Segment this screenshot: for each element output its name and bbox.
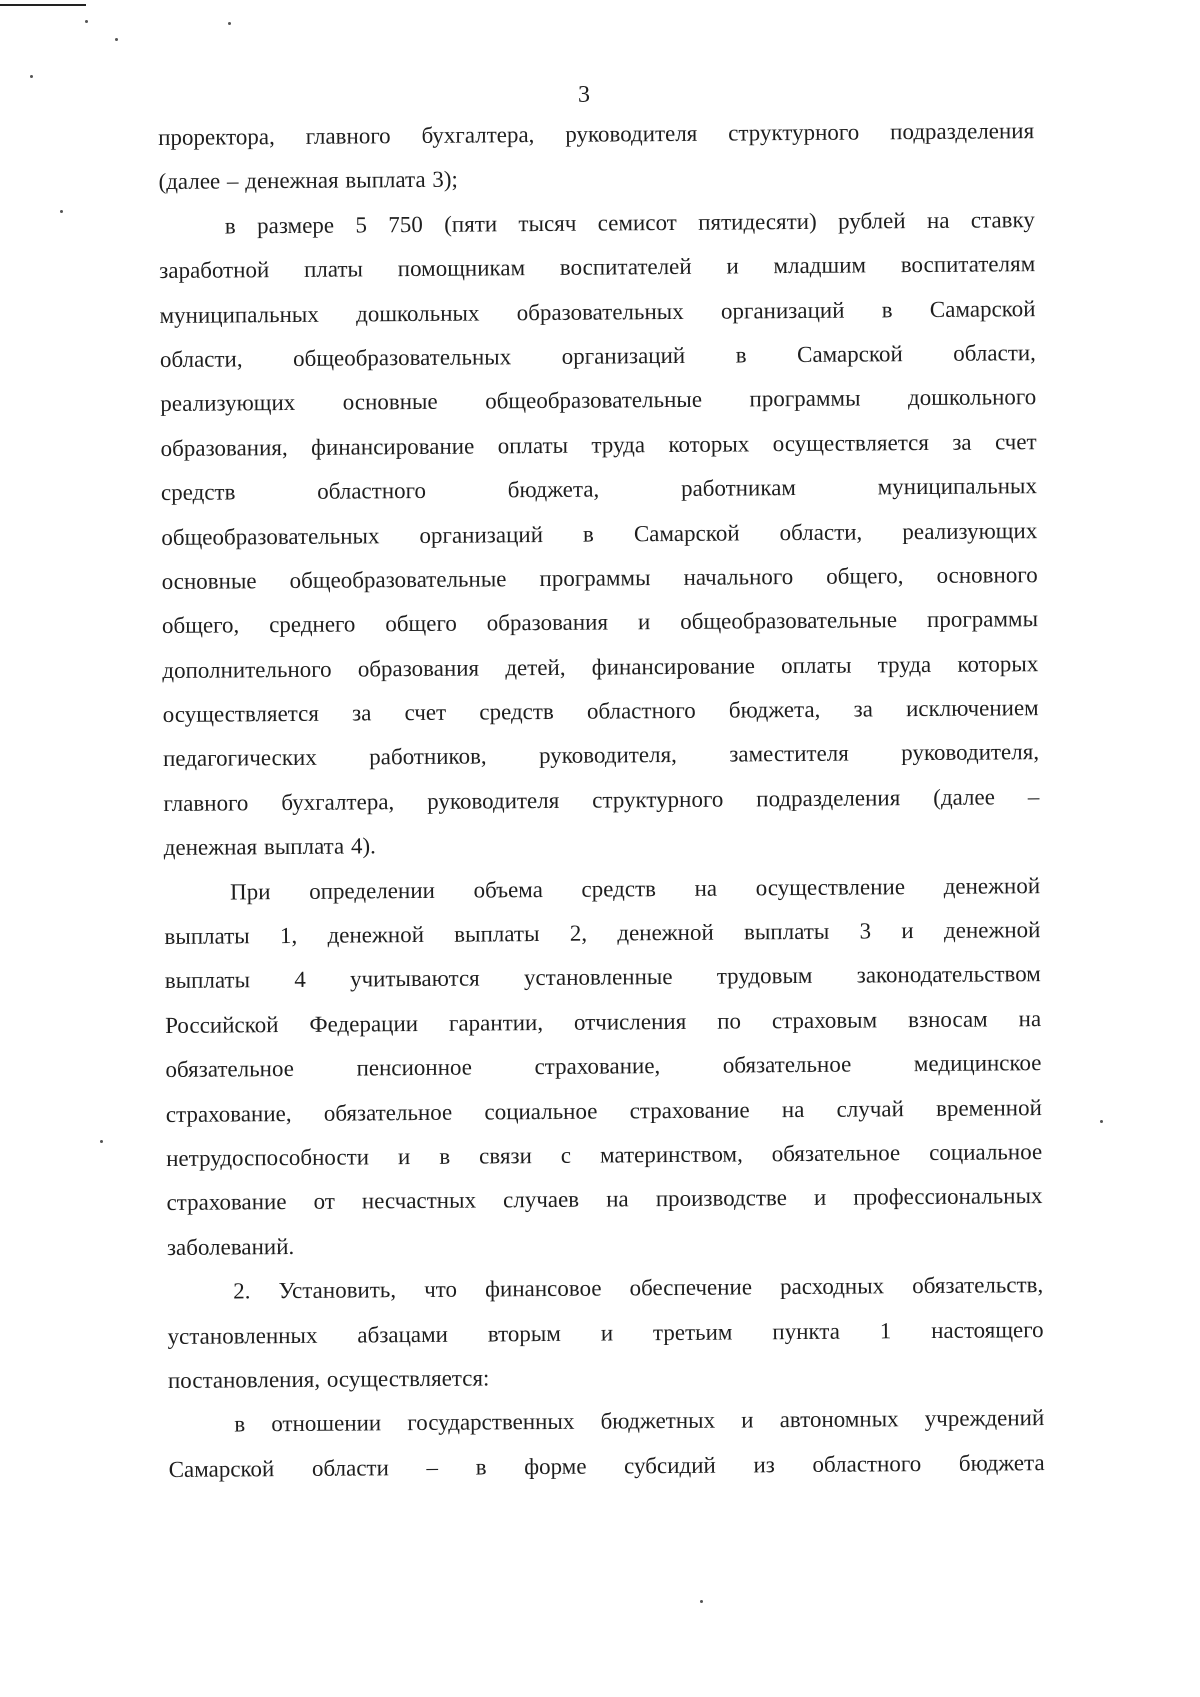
text-line: установленных абзацами вторым и третьим пункта 1 настоящего bbox=[167, 1316, 1044, 1349]
text-line: осуществляется за счет средств областного бюджета, за исключением bbox=[162, 695, 1039, 728]
text-line: 2. Установить, что финансовое обеспечение расходных обязательств, bbox=[233, 1272, 1044, 1304]
document-body bbox=[158, 109, 1045, 1492]
text-line: общеобразовательных организаций в Самарской области, реализующих bbox=[161, 517, 1038, 550]
text-line: основные общеобразовательные программы начального общего, основного bbox=[161, 562, 1038, 594]
text-line: проректора, главного бухгалтера, руководителя структурного подразделения bbox=[158, 118, 1035, 150]
scan-speck bbox=[115, 38, 118, 41]
page-number: 3 bbox=[578, 82, 590, 108]
scan-edge-mark bbox=[0, 4, 86, 6]
paragraph bbox=[158, 109, 1035, 205]
text-line: в отношении государственных бюджетных и автономных учреждений bbox=[234, 1405, 1045, 1437]
text-line: в размере 5 750 (пяти тысяч семисот пятидесяти) рублей на ставку bbox=[224, 206, 1035, 239]
scan-speck bbox=[30, 75, 33, 78]
scan-speck bbox=[60, 210, 63, 213]
scan-speck bbox=[1100, 1120, 1103, 1123]
text-line: средств областного бюджета, работникам муниципальных bbox=[160, 473, 1038, 506]
text-line: Российской Федерации гарантии, отчисления по страховым взносам на bbox=[165, 1005, 1042, 1038]
text-line: выплаты 1, денежной выплаты 2, денежной выплаты 3 и денежной bbox=[164, 917, 1041, 950]
text-line: денежная выплата 4). bbox=[163, 833, 376, 861]
text-line: выплаты 4 учитываются установленные трудовым законодательством bbox=[164, 961, 1041, 994]
text-line: педагогических работников, руководителя, заместителя руководителя, bbox=[162, 739, 1040, 772]
paragraph bbox=[164, 864, 1043, 1270]
scan-speck bbox=[700, 1600, 703, 1603]
text-line: страхование от несчастных случаев на производстве и профессиональных bbox=[166, 1183, 1043, 1216]
text-line: реализующих основные общеобразовательные программы дошкольного bbox=[160, 384, 1037, 417]
text-line: главного бухгалтера, руководителя структурного подразделения (далее – bbox=[163, 783, 1040, 816]
text-line: муниципальных дошкольных образовательных организаций в Самарской bbox=[159, 295, 1036, 328]
text-line: заболеваний. bbox=[166, 1233, 295, 1260]
paragraph bbox=[159, 198, 1040, 871]
text-line: области, общеобразовательных организаций в Самарской области, bbox=[159, 340, 1036, 372]
scan-speck bbox=[100, 1140, 103, 1143]
text-line: нетрудоспособности и в связи с материнством, обязательное социальное bbox=[166, 1139, 1043, 1171]
text-line: обязательное пенсионное страхование, обязательное медицинское bbox=[165, 1050, 1042, 1083]
scan-speck bbox=[85, 20, 88, 23]
scan-speck bbox=[228, 22, 231, 25]
text-line: общего, среднего общего образования и общеобразовательные программы bbox=[161, 606, 1039, 639]
text-line: дополнительного образования детей, финансирование оплаты труда которых bbox=[162, 650, 1039, 683]
text-line: заработной платы помощникам воспитателей и младшим воспитателям bbox=[159, 251, 1036, 284]
text-line: (далее – денежная выплата 3); bbox=[158, 167, 458, 195]
text-line: образования, финансирование оплаты труда которых осуществляется за счет bbox=[160, 428, 1037, 461]
text-line: постановления, осуществляется: bbox=[167, 1365, 490, 1393]
paragraph bbox=[168, 1396, 1045, 1492]
text-line: При определении объема средств на осуществление денежной bbox=[229, 872, 1041, 905]
paragraph bbox=[167, 1263, 1044, 1403]
text-line: Самарской области – в форме субсидий из областного бюджета bbox=[168, 1449, 1045, 1482]
text-line: страхование, обязательное социальное страхование на случай временной bbox=[165, 1094, 1042, 1127]
